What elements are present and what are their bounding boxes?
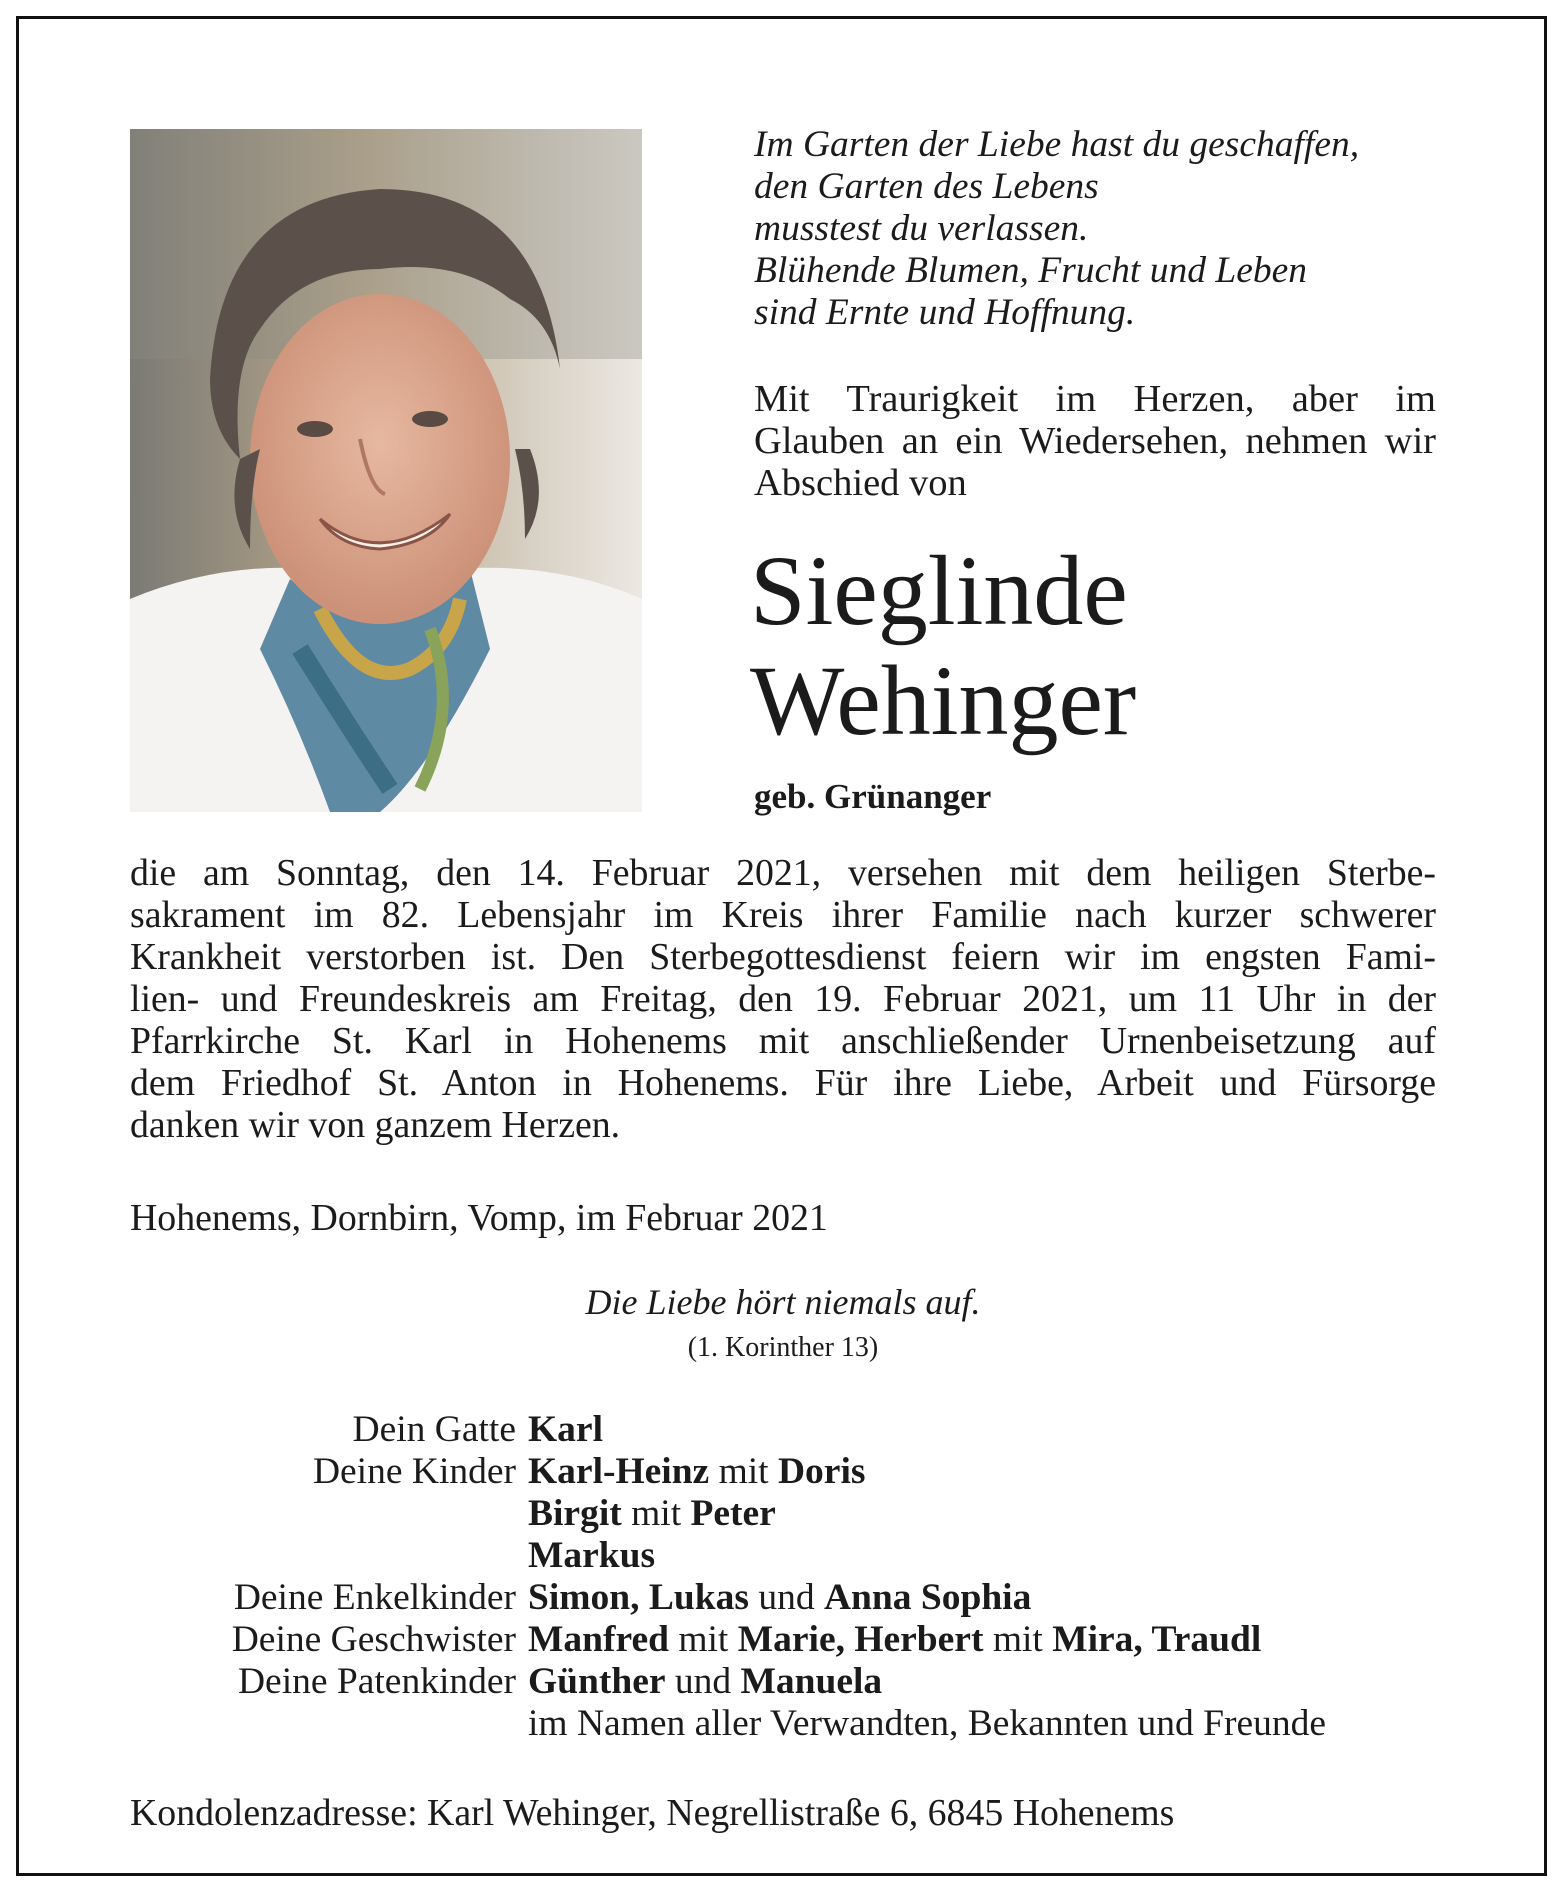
- place-date: Hohenems, Dornbirn, Vomp, im Februar 2021: [130, 1197, 828, 1239]
- child-name: Markus: [528, 1535, 656, 1576]
- poem: [754, 124, 1454, 334]
- connector-word: und: [674, 1661, 732, 1702]
- family-row-spouse: [130, 1409, 1450, 1451]
- family-row-children: [130, 1451, 1450, 1493]
- connector-word: mit: [718, 1451, 769, 1492]
- text-line: lien- und Freundeskreis am Freitag, den 19. Februar 2021, um 11 Uhr in der: [130, 978, 1436, 1020]
- role-label: Deine Patenkinder: [237, 1661, 516, 1702]
- poem-line: Im Garten der Liebe hast du geschaffen,: [754, 124, 1360, 165]
- text-line: Pfarrkirche St. Karl in Hohenems mit anschließender Urnenbeisetzung auf: [130, 1020, 1436, 1062]
- grandchild-name: Anna Sophia: [823, 1577, 1032, 1618]
- family-row-closing: [130, 1703, 1450, 1745]
- bible-quote: Die Liebe hört niemals auf.: [585, 1282, 981, 1322]
- condolence-address: Kondolenzadresse: Karl Wehinger, Negrellistraße 6, 6845 Hohenems: [130, 1792, 1175, 1834]
- last-name: Wehinger: [750, 645, 1137, 756]
- family-row-siblings: [130, 1619, 1450, 1661]
- text-line: danken wir von ganzem Herzen.: [130, 1104, 621, 1146]
- family-row-godchildren: [130, 1661, 1450, 1703]
- poem-line: den Garten des Lebens: [754, 166, 1099, 207]
- connector-word: und: [758, 1577, 815, 1618]
- godchild-name: Günther: [528, 1661, 666, 1702]
- text-line: Krankheit verstorben ist. Den Sterbegottesdienst feiern wir im engsten Fami-: [130, 936, 1436, 978]
- intro-text: Mit Traurigkeit im Herzen, aber im Glauben an ein Wiedersehen, nehmen wir Abschied von: [754, 378, 1436, 504]
- text-line: die am Sonntag, den 14. Februar 2021, versehen mit dem heiligen Sterbe-: [130, 852, 1436, 894]
- role-label: Dein Gatte: [352, 1409, 516, 1450]
- partner-name: Doris: [777, 1451, 866, 1492]
- connector-word: mit: [678, 1619, 729, 1660]
- connector-word: mit: [992, 1619, 1043, 1660]
- role-label: Deine Kinder: [312, 1451, 516, 1492]
- poem-line: sind Ernte und Hoffnung.: [754, 292, 1136, 333]
- family-row-children-2: [130, 1493, 1450, 1535]
- family-row-children-3: [130, 1535, 1450, 1577]
- text-line: dem Friedhof St. Anton in Hohenems. Für ihre Liebe, Arbeit und Fürsorge: [130, 1062, 1436, 1104]
- birth-name: geb. Grünanger: [754, 777, 992, 816]
- partner-name: Peter: [690, 1493, 776, 1534]
- child-name: Karl-Heinz: [528, 1451, 710, 1492]
- role-label: Deine Enkelkinder: [233, 1577, 516, 1618]
- grandchild-names: Simon, Lukas: [528, 1577, 749, 1618]
- deceased-name: [750, 536, 1450, 756]
- sibling-names: Marie, Herbert: [737, 1619, 984, 1660]
- portrait-photo: [130, 129, 642, 812]
- closing-line: im Namen aller Verwandten, Bekannten und Freunde: [528, 1703, 1327, 1744]
- godchild-name: Manuela: [740, 1661, 883, 1702]
- text-line: sakrament im 82. Lebensjahr im Kreis ihrer Familie nach kurzer schwerer: [130, 894, 1436, 936]
- bible-reference: (1. Korinther 13): [687, 1332, 879, 1363]
- child-name: Birgit: [528, 1493, 622, 1534]
- family-row-grandchildren: [130, 1577, 1450, 1619]
- sibling-name: Manfred: [528, 1619, 669, 1660]
- announcement-text: [130, 852, 1436, 1146]
- poem-line: musstest du verlassen.: [754, 208, 1089, 249]
- first-name: Sieglinde: [750, 535, 1128, 646]
- sibling-names: Mira, Traudl: [1052, 1619, 1262, 1660]
- connector-word: mit: [631, 1493, 682, 1534]
- poem-line: Blühende Blumen, Frucht und Leben: [754, 250, 1307, 291]
- spouse-name: Karl: [528, 1409, 603, 1450]
- role-label: Deine Geschwister: [231, 1619, 516, 1660]
- mourners-list: [130, 1409, 1450, 1745]
